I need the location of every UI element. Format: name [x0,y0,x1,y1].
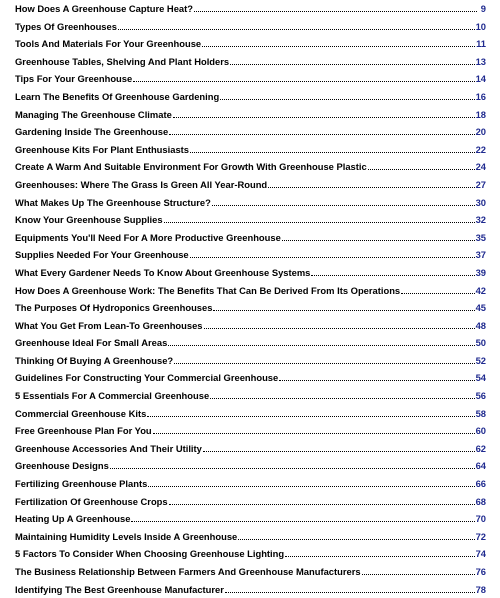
toc-entry-title: Greenhouse Accessories And Their Utility [15,442,202,454]
toc-entry[interactable] [15,507,486,525]
toc-dot-leader [285,555,474,557]
toc-entry[interactable] [15,471,486,489]
toc-page-number[interactable]: 18 [475,108,486,120]
toc-dot-leader [153,432,475,434]
toc-entry-title: Greenhouses: Where The Grass Is Green All Year-Round [15,178,268,190]
toc-page-number[interactable]: 39 [475,266,486,278]
toc-entry-title: Know Your Greenhouse Supplies [15,214,163,226]
toc-entry[interactable] [15,542,486,560]
toc-page-number[interactable]: 50 [475,337,486,349]
toc-entry[interactable] [15,454,486,472]
toc-entry-title: What Every Gardener Needs To Know About Greenhouse Systems [15,266,311,278]
toc-page-number[interactable]: 78 [475,583,486,595]
toc-page-number[interactable]: 72 [475,530,486,542]
toc-entry-title: Equipments You'll Need For A More Productive Greenhouse [15,231,281,243]
toc-dot-leader [213,309,474,311]
toc-page-number[interactable]: 37 [475,249,486,261]
toc-entry-title: Supplies Needed For Your Greenhouse [15,249,189,261]
toc-page-number[interactable]: 45 [475,302,486,314]
toc-dot-leader [212,204,475,206]
toc-entry[interactable] [15,419,486,437]
toc-dot-leader [174,362,474,364]
toc-dot-leader [168,344,474,346]
toc-entry[interactable] [15,401,486,419]
toc-entry[interactable] [15,260,486,278]
toc-entry-title: Greenhouse Kits For Plant Enthusiasts [15,143,189,155]
toc-entry[interactable] [15,489,486,507]
toc-dot-leader [173,116,475,118]
toc-entry[interactable] [15,0,486,14]
toc-page-number[interactable]: 24 [475,161,486,173]
toc-entry[interactable] [15,137,486,155]
toc-page-number[interactable]: 14 [475,73,486,85]
toc-page-number[interactable]: 48 [475,319,486,331]
toc-page-number[interactable]: 76 [475,566,486,577]
toc-page-number[interactable]: 35 [475,231,486,243]
toc-dot-leader [282,239,475,241]
toc-dot-leader [118,28,475,30]
toc-entry[interactable] [15,14,486,32]
toc-entry-title: 5 Essentials For A Commercial Greenhouse [15,390,210,402]
toc-entry[interactable] [15,67,486,85]
toc-page-number[interactable]: 30 [475,196,486,208]
toc-dot-leader [147,415,474,417]
toc-entry[interactable] [15,190,486,208]
toc-entry-title: Greenhouse Tables, Shelving And Plant Holders [15,55,230,67]
toc-page-number[interactable]: 58 [475,407,486,419]
toc-entry[interactable] [15,366,486,384]
toc-dot-leader [268,186,474,188]
toc-entry-title: Heating Up A Greenhouse [15,513,131,525]
toc-entry[interactable] [15,559,486,577]
toc-page-number[interactable]: 20 [475,126,486,138]
toc-entry-title: Identifying The Best Greenhouse Manufacturer [15,583,224,595]
toc-page-number[interactable]: 42 [475,284,486,296]
toc-entry-title: Create A Warm And Suitable Environment For Growth With Greenhouse Plastic [15,161,367,173]
toc-page-number[interactable]: 74 [475,548,486,560]
toc-dot-leader [210,397,474,399]
toc-entry-title: Fertilization Of Greenhouse Crops [15,495,168,507]
toc-entry[interactable] [15,383,486,401]
toc-page-number[interactable]: 16 [475,90,486,102]
toc-entry[interactable] [15,278,486,296]
toc-page-number[interactable]: 10 [475,20,486,32]
toc-dot-leader [169,503,475,505]
toc-entry-title: Fertilizing Greenhouse Plants [15,478,148,490]
toc-entry-title: What You Get From Lean-To Greenhouses [15,319,203,331]
toc-entry[interactable] [15,208,486,226]
toc-entry[interactable] [15,296,486,314]
toc-entry[interactable] [15,243,486,261]
toc-entry[interactable] [15,32,486,50]
toc-dot-leader [220,98,474,100]
toc-entry-title: Thinking Of Buying A Greenhouse? [15,354,174,366]
toc-dot-leader [110,467,475,469]
toc-dot-leader [131,520,474,522]
toc-dot-leader [148,485,474,487]
toc-dot-leader [362,573,475,575]
toc-entry[interactable] [15,102,486,120]
toc-entry[interactable] [15,313,486,331]
toc-entry[interactable] [15,524,486,542]
toc-dot-leader [190,151,475,153]
toc-page-number[interactable]: 70 [475,513,486,525]
toc-page-number[interactable]: 27 [475,178,486,190]
toc-entry[interactable] [15,172,486,190]
toc-entry-title: How Does A Greenhouse Work: The Benefits That Can Be Derived From Its Operations [15,284,401,296]
toc-page-number[interactable]: 64 [475,460,486,472]
toc-dot-leader [230,63,474,65]
toc-entry-title: Tips For Your Greenhouse [15,73,133,85]
toc-entry-title: The Business Relationship Between Farmers And Greenhouse Manufacturers [15,566,361,577]
toc-page-number[interactable]: 9 [480,3,486,14]
toc-entry[interactable] [15,155,486,173]
toc-dot-leader [279,379,474,381]
toc-dot-leader [368,168,475,170]
toc-page-number[interactable]: 56 [475,390,486,402]
toc-entry-title: Learn The Benefits Of Greenhouse Gardening [15,90,220,102]
toc-page-number[interactable]: 60 [475,425,486,437]
toc-entry[interactable] [15,577,486,595]
toc-page-number[interactable]: 66 [475,478,486,490]
toc-entry-title: Tools And Materials For Your Greenhouse [15,38,202,50]
toc-page-number[interactable]: 13 [475,55,486,67]
toc-page-number[interactable]: 68 [475,495,486,507]
toc-dot-leader [225,591,475,593]
toc-entry-title: The Purposes Of Hydroponics Greenhouses [15,302,213,314]
toc-page-number[interactable]: 54 [475,372,486,384]
toc-dot-leader [203,450,475,452]
toc-dot-leader [194,10,477,12]
toc-entry-title: Commercial Greenhouse Kits [15,407,147,419]
toc-entry-title: Greenhouse Designs [15,460,109,472]
toc-dot-leader [401,292,474,294]
toc-entry-title: 5 Factors To Consider When Choosing Greenhouse Lighting [15,548,285,560]
toc-entry[interactable] [15,120,486,138]
toc-entry-title: Gardening Inside The Greenhouse [15,126,169,138]
toc-page-number[interactable]: 62 [475,442,486,454]
toc-entry-title: Greenhouse Ideal For Small Areas [15,337,168,349]
toc-dot-leader [133,80,474,82]
toc-page-number[interactable]: 52 [475,354,486,366]
toc-page-number[interactable]: 22 [475,143,486,155]
toc-entry[interactable] [15,436,486,454]
toc-entry[interactable] [15,49,486,67]
toc-entry[interactable] [15,348,486,366]
toc-dot-leader [164,221,475,223]
toc-dot-leader [311,274,474,276]
toc-dot-leader [238,538,474,540]
toc-entry[interactable] [15,225,486,243]
toc-entry-title: What Makes Up The Greenhouse Structure? [15,196,211,208]
toc-entry-title: Guidelines For Constructing Your Commercial Greenhouse [15,372,279,384]
toc-page-number[interactable]: 32 [475,214,486,226]
toc-entry[interactable] [15,84,486,102]
toc-entry-title: How Does A Greenhouse Capture Heat? [15,3,193,14]
toc-entry-title: Managing The Greenhouse Climate [15,108,172,120]
toc-entry[interactable] [15,331,486,349]
toc-entry-title: Maintaining Humidity Levels Inside A Greenhouse [15,530,238,542]
toc-dot-leader [190,256,475,258]
toc-dot-leader [204,327,475,329]
toc-dot-leader [169,133,474,135]
toc-entry-title: Types Of Greenhouses [15,20,117,32]
toc-dot-leader [202,45,475,47]
toc-page-number[interactable]: 11 [476,38,486,50]
toc-entry-title: Free Greenhouse Plan For You [15,425,152,437]
table-of-contents [15,0,486,595]
